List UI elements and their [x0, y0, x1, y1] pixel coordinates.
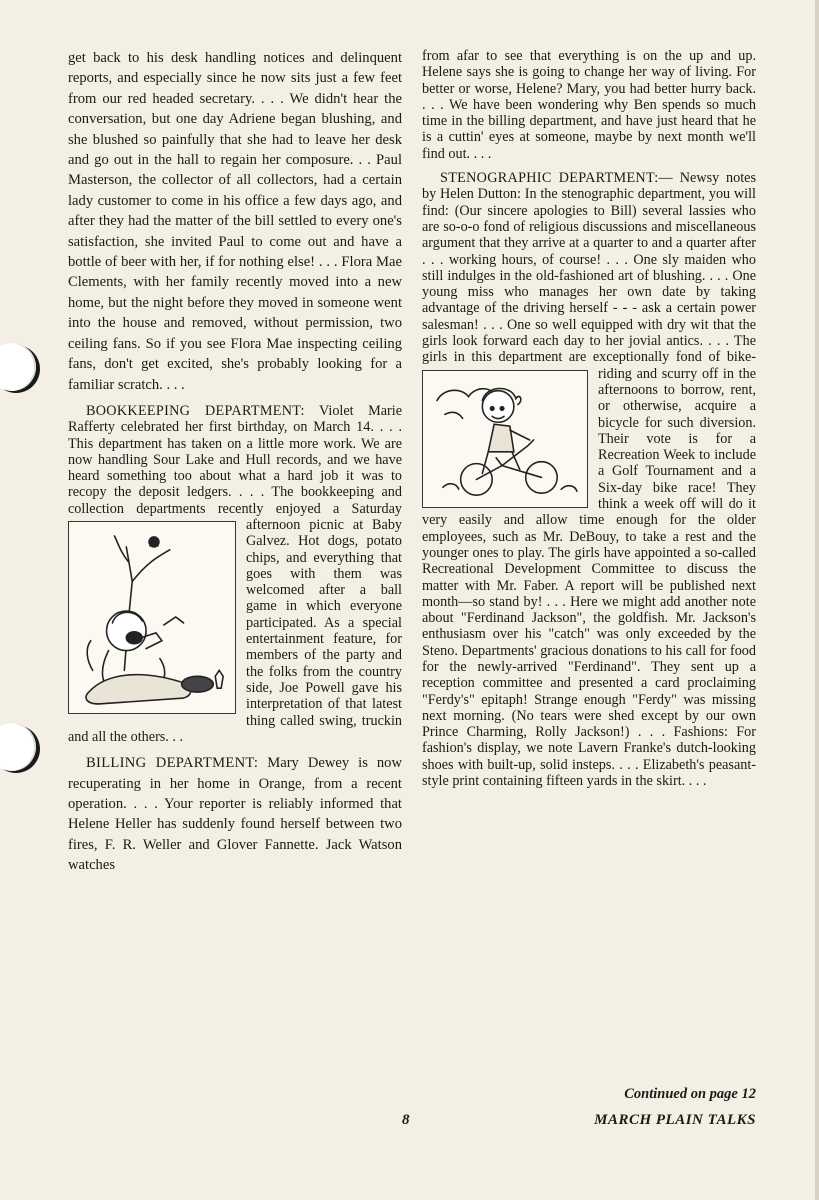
billing-section: [68, 753, 402, 875]
bookkeeping-section: [68, 403, 402, 745]
right-column: [422, 48, 756, 789]
steno-heading: STENOGRAPHIC DEPARTMENT:—: [440, 170, 673, 187]
billing-text: Mary Dewey is now recuperating in her home in Orange, from a recent operation. . . . Your reporter is reliably informed that Helene Heller has suddenly found herself between two fires, F. R. Weller and Glover Fannette. Jack Watson watches: [68, 755, 403, 874]
left-column: [68, 48, 402, 876]
bicycle-cartoon-icon: [422, 370, 588, 508]
steno-text: Newsy notes by Helen Dutton: In the stenographic department, you will find: (Our sincere apologies to Bill) several lassies who are so-o-o fond of religious discussions and miscellaneous argument that they arrive at a quarter to and a quarter after . . . working hours, of course! . . . One sly maiden who still indulges in the old-fashioned art of blushing. . . . One young miss who manages her own date by taking advantage of the driving herself - - - ask a certain power salesman! . . . One so well equipped with dry wit that the girls look forward each day to her jovial antics. . . . The girls in this department are exceptionally fond of bike-riding and scurry off in the afternoons to borrow, rent, or otherwise, acquire a bicycle for such diversion. Their vote is for a Recreation Week to include a Golf Tournament and a Six-day bike race! They think a week off will do it very easily and allow time enough for the older employees, such as Mr. DeBouy, to take a rest and the younger ones to play. The girls have appointed a so-called Recreational Development Committee to discuss the matter with Mr. Faber. A report will be published next month—so stand by! . . . Here we might add another note about "Ferdinand Jackson", the goldfish. Mr. Jackson's enthusiasm over his "catch" was only exceeded by the Steno. Departments' gracious donations to his call for food for the newly-arrived "Ferdinand". They sent up a reception committee and presented a card proclaiming "Ferdy's" epitaph! Strange enough "Ferdy" was missing next morning. (No tears were shed except by our own Prince Charming, Rolly Jackson!) . . . Fashions: For fashion's display, we note Lavern Franke's dutch-looking shoes with built-up, solid insteps. . . . Elizabeth's peasant-style print containing fifteen yards in the skirt. . . .: [422, 170, 756, 790]
picnic-cartoon-svg: [69, 522, 235, 713]
billing-heading: BILLING DEPARTMENT:: [86, 755, 259, 772]
bicycle-cartoon-svg: [423, 371, 587, 507]
page-number: 8: [402, 1112, 410, 1128]
paragraph: get back to his desk handling notices and delinquent reports, and especially since he now sits just a few feet from our red headed secretary. . . . We didn't hear the conversation, but one day Adriene began blushing, and she blushed so painfully that she had to leave her desk and go out in the hall to regain her composure. . . Paul Masterson, the collector of all collectors, had a certain lady customer to come in his office a few days ago, and after they had the matter of the bill settled to every one's satisfaction, she invited Paul to come out and have a bottle of beer with her, if for nothing else! . . . Flora Mae Clements, with her family recently moved into a new home, but the night before they moved in someone went into the house and removed, without permission, two ceiling fans. So if you see Flora Mae inspecting ceiling fans, don't get excited, she's probably looking for a familiar scratch. . . .: [68, 50, 402, 393]
page-edge: [815, 0, 819, 1200]
bookkeeping-heading: BOOKKEEPING DEPARTMENT:: [86, 402, 305, 419]
bookkeeping-text: Violet Marie Rafferty celebrated her first birthday, on March 14. . . . This department has taken on a little more work. We are now handling Sour Lake and Hull records, and we have heard something too about what a hard job it was to recopy the deposit ledgers. . . . The bookkeeping and collection departments recently enjoyed a Saturday afternoon picnic at Baby Galvez. Hot dogs, potato chips, and everything that goes with them was welcomed after a ball game in which everyone participated. As a special entertainment feature, for members of the party and the folks from the country side, Joe Powell gave his interpretation of that latest thing called swing, truckin and all the others. . .: [68, 402, 403, 745]
punch-hole-icon: [0, 723, 36, 771]
continued-note: Continued on page 12: [624, 1086, 756, 1102]
paragraph: from afar to see that everything is on the up and up. Helene says she is going to change her way of living. For better or worse, Helene? Mary, you had better hurry back. . . . We have been wondering why Ben spends so much time in the billing department, and have just heard that he is a cuttin' eyes at someone, maybe by next month we'll find out. . . .: [422, 48, 756, 162]
steno-section: [422, 170, 756, 789]
punch-hole-icon: [0, 343, 36, 391]
publication-title: MARCH PLAIN TALKS: [594, 1112, 756, 1128]
picnic-cartoon-icon: [68, 521, 236, 714]
